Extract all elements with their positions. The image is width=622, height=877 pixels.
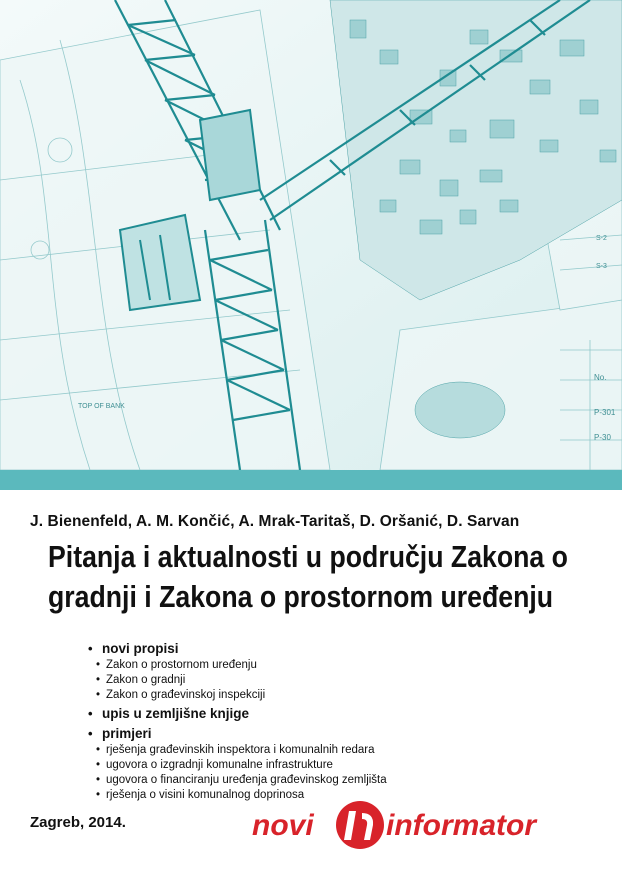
accent-band	[0, 470, 622, 490]
subtopic-item: • Zakon o gradnji	[96, 674, 186, 686]
topic-item	[88, 725, 548, 803]
plan-label: P-301	[594, 408, 616, 417]
plan-label: P-30	[594, 433, 611, 442]
book-title	[48, 537, 598, 617]
subtopic-item: • rješenja o visini komunalnog doprinosa	[96, 789, 305, 801]
publisher-logo	[252, 795, 592, 855]
topic-label: upis u zemljišne knjige	[102, 706, 250, 721]
subtopic-item: • Zakon o građevinskoj inspekciji	[96, 689, 266, 701]
topic-label: novi propisi	[102, 641, 179, 656]
plan-label: S-3	[596, 263, 607, 270]
topic-label: primjeri	[102, 726, 152, 741]
subtopic-item: • ugovora o izgradnji komunalne infrastrukture	[96, 759, 333, 771]
plan-label: S-2	[596, 235, 607, 242]
publisher-name-right: informator	[386, 809, 536, 842]
topic-item	[88, 705, 548, 723]
topic-list	[88, 640, 548, 805]
bullet-icon: •	[88, 726, 93, 741]
plan-label: No.	[594, 373, 607, 382]
place-and-year: Zagreb, 2014.	[30, 814, 126, 831]
subtopic-item: • ugovora o financiranju uređenja građevinskog zemljišta	[96, 774, 387, 786]
subtopic-item: • Zakon o prostornom uređenju	[96, 659, 257, 671]
publisher-emblem-icon	[336, 801, 384, 849]
topic-item	[88, 640, 548, 703]
title-line-1: Pitanja i aktualnosti u području Zakona o	[48, 539, 568, 574]
bullet-icon: •	[88, 641, 93, 656]
bullet-icon: •	[88, 706, 93, 721]
subtopic-item: • rješenja građevinskih inspektora i komunalnih redara	[96, 744, 375, 756]
title-line-2: gradnji i Zakona o prostornom uređenju	[48, 579, 554, 614]
authors: J. Bienenfeld, A. M. Končić, A. Mrak-Taritaš, D. Oršanić, D. Sarvan	[30, 513, 520, 530]
publisher-name-left: novi	[252, 809, 314, 842]
plan-label: TOP OF BANK	[78, 403, 125, 410]
